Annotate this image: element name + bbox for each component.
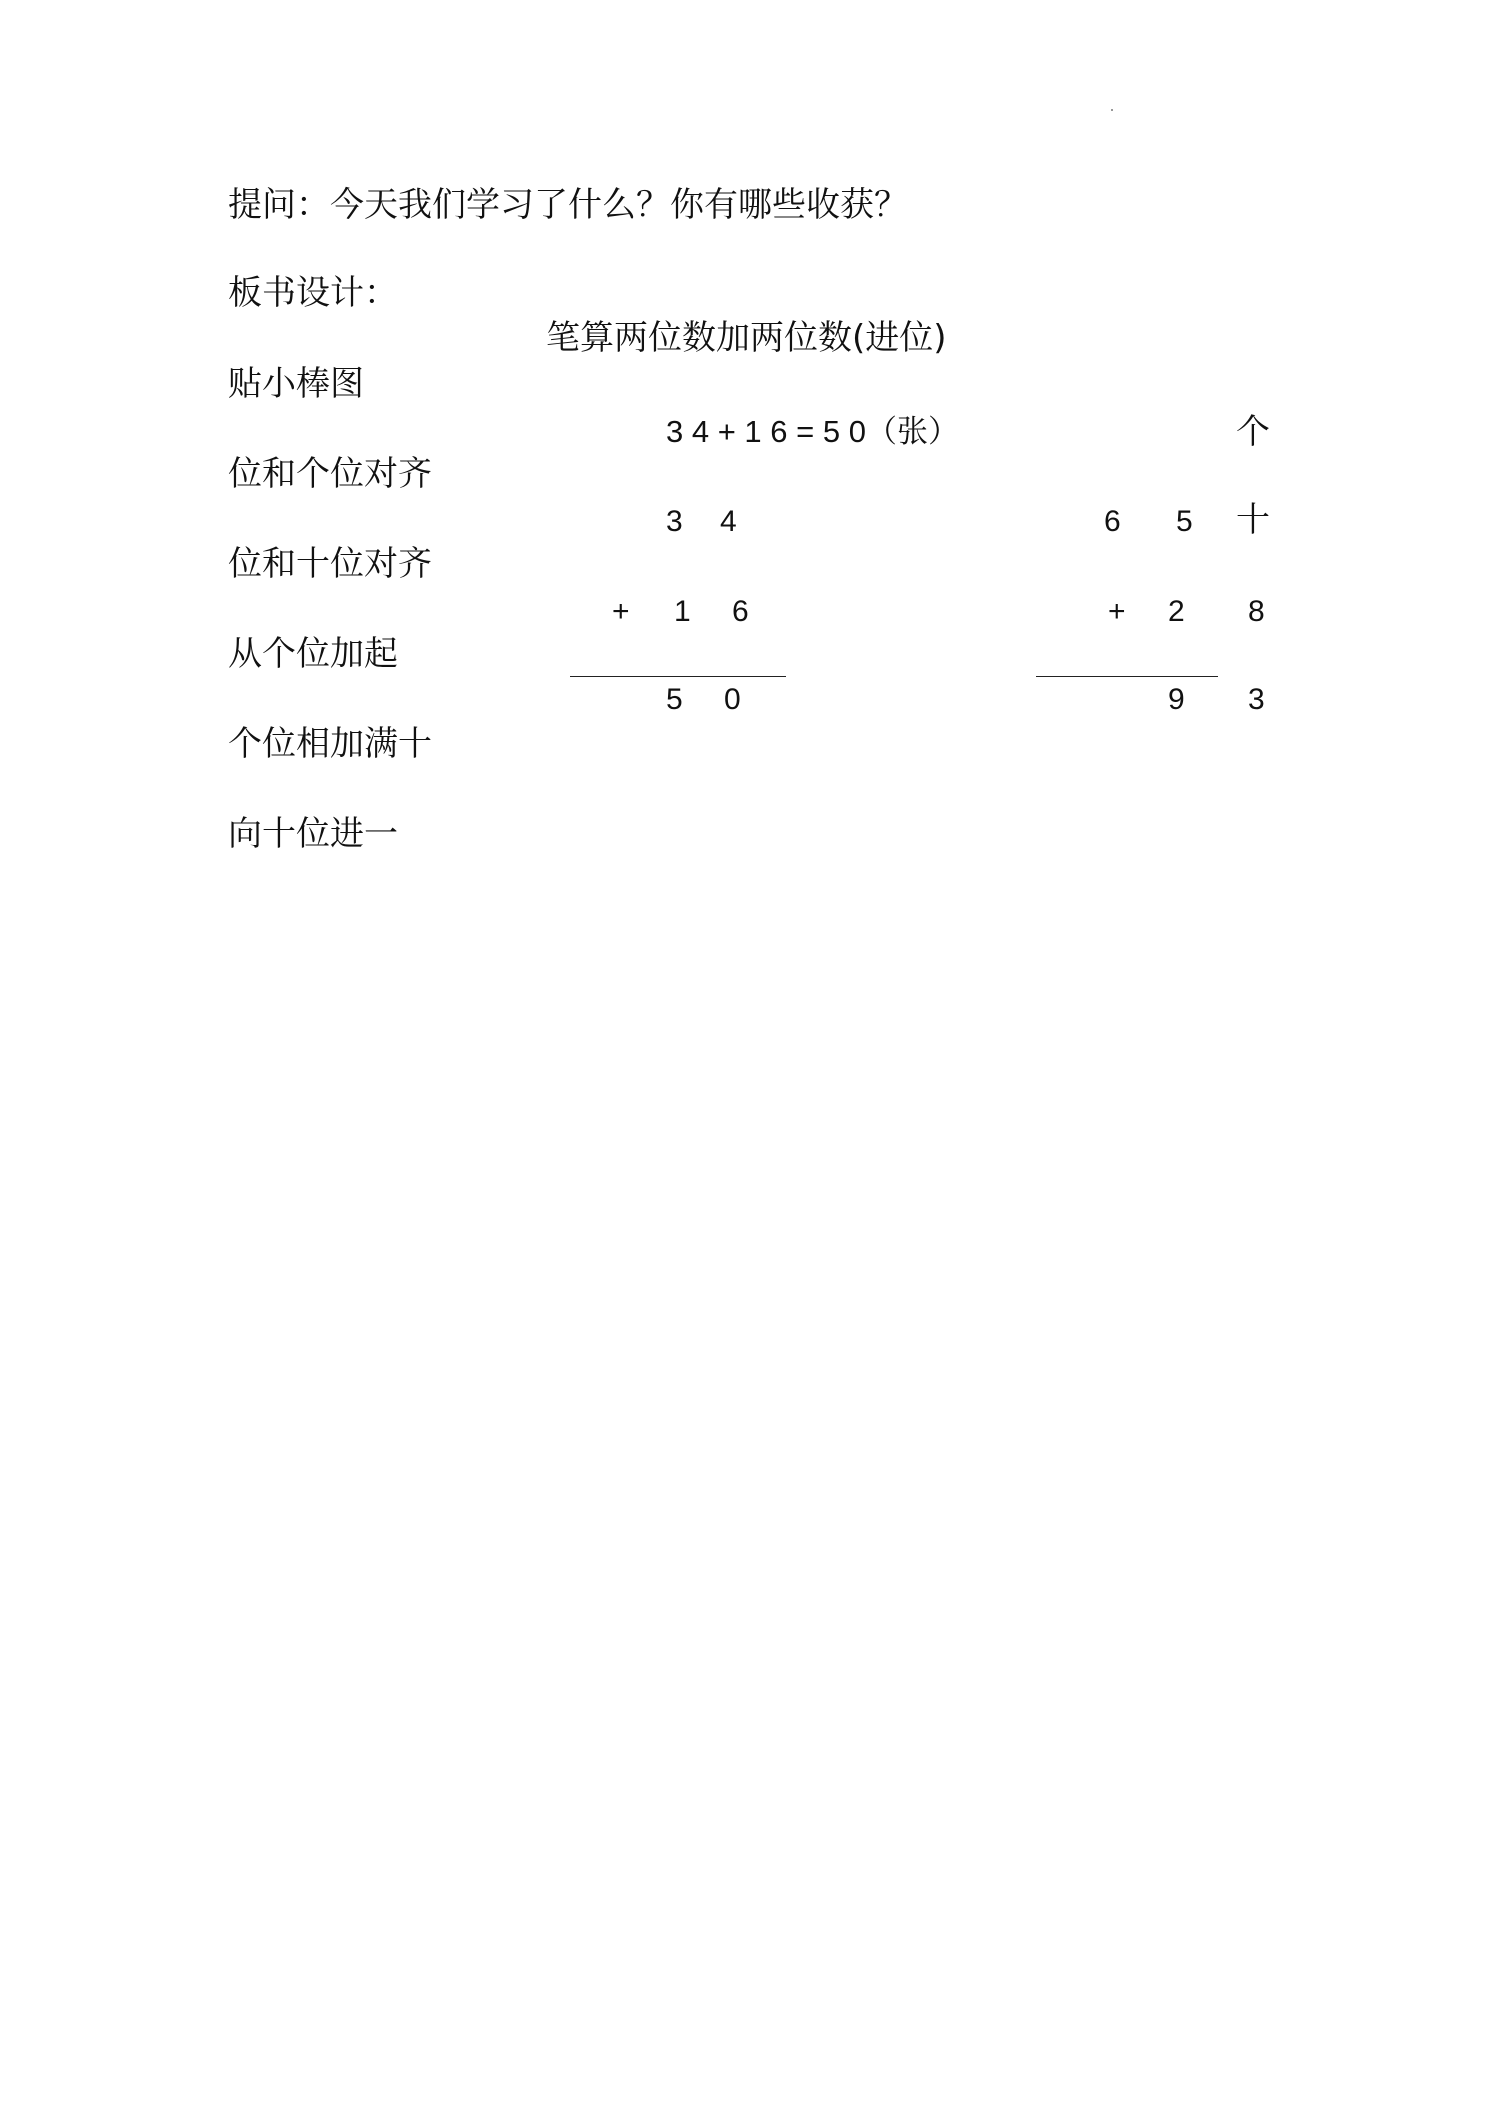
left-note: 位和十位对齐: [228, 544, 432, 584]
ones-place-label: 个: [1236, 412, 1270, 452]
example1-top-tens: 3: [666, 505, 683, 538]
example2-sum-line: [1036, 676, 1218, 677]
example1-plus-sign: +: [612, 595, 630, 628]
example2-top-tens: 6: [1104, 505, 1121, 538]
stray-dot: [1111, 109, 1113, 111]
example2-plus-sign: +: [1108, 595, 1126, 628]
example2-top-ones: 5: [1176, 505, 1193, 538]
left-note: 个位相加满十: [228, 724, 432, 764]
example1-result-ones: 0: [724, 683, 741, 716]
example2-bottom-tens: 2: [1168, 595, 1185, 628]
example2-result-ones: 3: [1248, 683, 1265, 716]
example2-result-tens: 9: [1168, 683, 1185, 716]
example1-sum-line: [570, 676, 786, 677]
left-note: 位和个位对齐: [228, 454, 432, 494]
board-title: 笔算两位数加两位数(进位): [546, 318, 947, 358]
example2-bottom-ones: 8: [1248, 595, 1265, 628]
tens-place-label: 十: [1236, 500, 1270, 540]
example1-top-ones: 4: [720, 505, 737, 538]
example1-bottom-tens: 1: [674, 595, 691, 628]
left-note: 从个位加起: [228, 634, 398, 674]
example1-result-tens: 5: [666, 683, 683, 716]
question-text: 提问：今天我们学习了什么？你有哪些收获？: [228, 185, 908, 225]
left-note: 向十位进一: [228, 814, 398, 854]
example1-bottom-ones: 6: [732, 595, 749, 628]
left-note: 贴小棒图: [228, 364, 364, 404]
board-design-label: 板书设计：: [228, 273, 398, 313]
equation: 3 4 + 1 6 = 5 0（张）: [666, 414, 959, 449]
